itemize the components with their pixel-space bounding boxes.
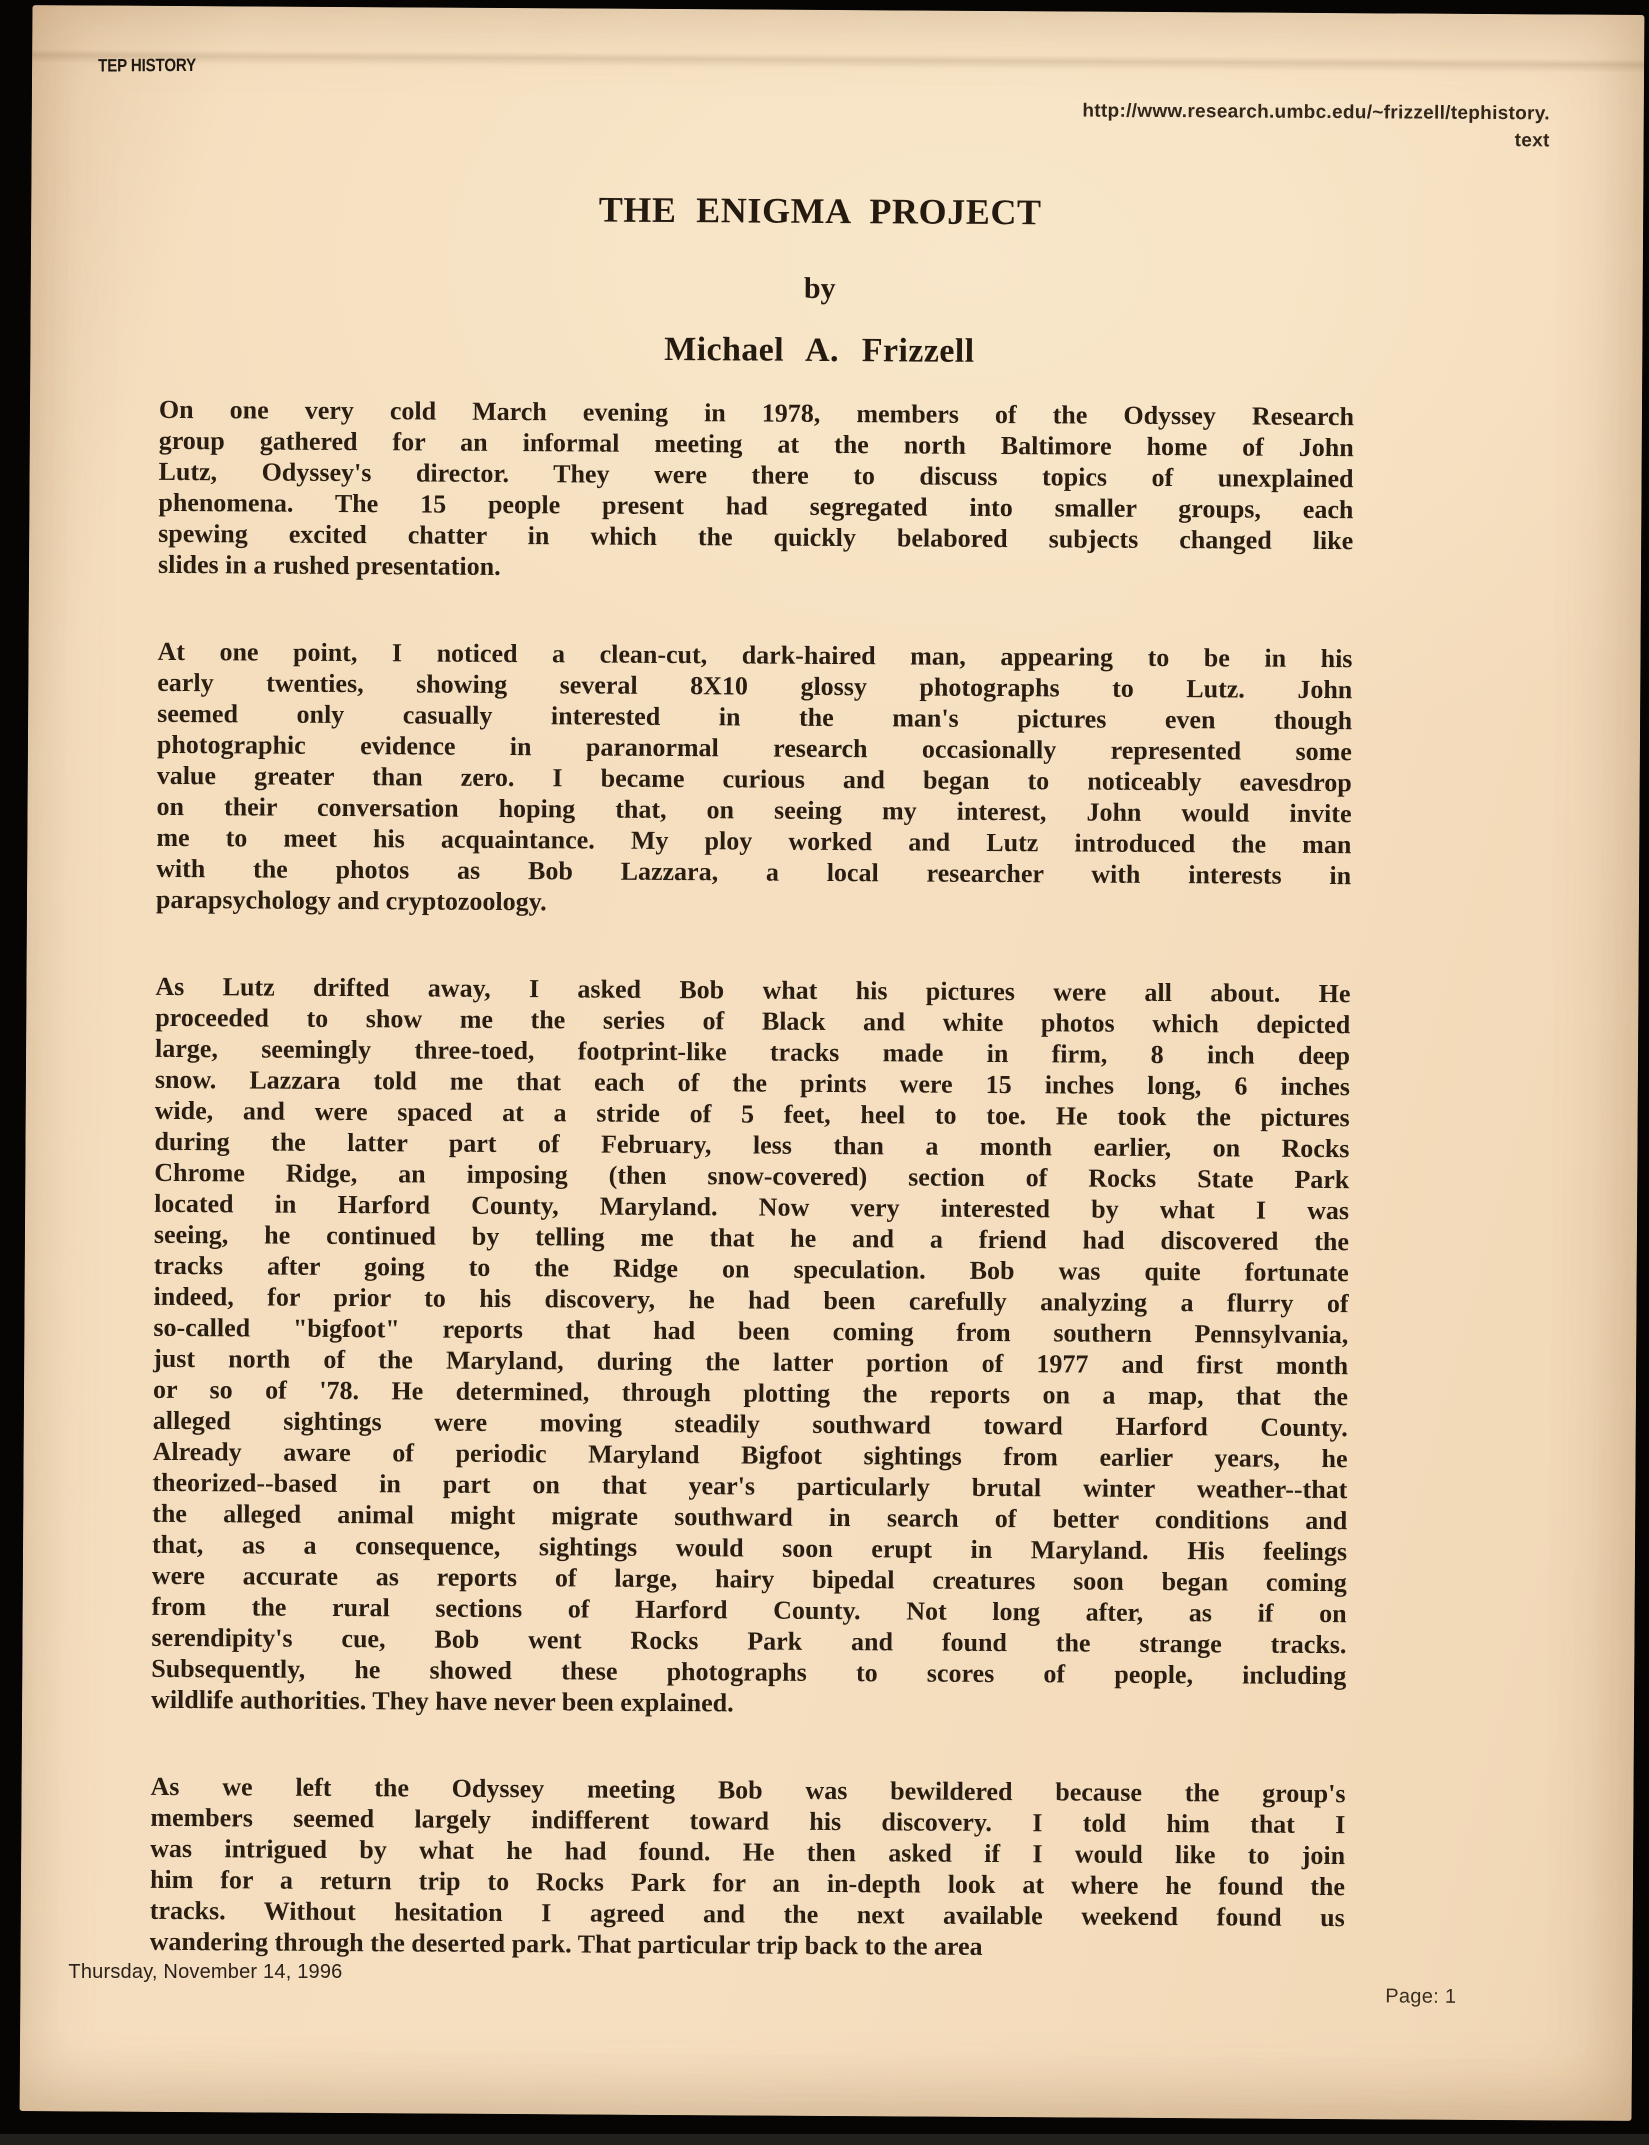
text-line: tracks after going to the Ridge on speculation. Bob was quite fortunate xyxy=(153,1250,1349,1288)
text-line: seemed only casually interested in the man's pictures even though xyxy=(157,698,1353,736)
text-line: parapsychology and cryptozoology. xyxy=(155,884,547,917)
text-line: on their conversation hoping that, on seeing my interest, John would invite xyxy=(156,791,1352,829)
footer-page-number: Page: 1 xyxy=(1385,1985,1457,2008)
document-title: THE ENIGMA PROJECT xyxy=(598,189,1042,233)
text-line: or so of '78. He determined, through plotting the reports on a map, that the xyxy=(152,1374,1349,1412)
document-body xyxy=(149,394,1354,2020)
text-line: photographic evidence in paranormal research occasionally represented some xyxy=(156,729,1353,767)
text-line: indeed, for prior to his discovery, he had been carefully analyzing a flurry of xyxy=(153,1281,1349,1319)
text-line: seeing, he continued by telling me that he and a friend had discovered the xyxy=(153,1219,1350,1257)
text-line: As we left the Odyssey meeting Bob was bewildered because the group's xyxy=(150,1771,1346,1809)
text-line: was intrigued by what he had found. He then asked if I would like to join xyxy=(150,1833,1346,1871)
text-line: On one very cold March evening in 1978, members of the Odyssey Research xyxy=(158,394,1355,432)
text-line: so-called "bigfoot" reports that had been coming from southern Pennsylvania, xyxy=(153,1312,1349,1350)
author-name: Michael A. Frizzell xyxy=(664,330,975,370)
text-line: during the latter part of February, less than a month earlier, on Rocks xyxy=(154,1126,1350,1164)
text-line: located in Harford County, Maryland. Now very interested by what I was xyxy=(154,1188,1350,1226)
text-line: Subsequently, he showed these photographs to scores of people, including xyxy=(151,1653,1347,1691)
text-line: just north of the Maryland, during the latter portion of 1977 and first month xyxy=(153,1343,1349,1381)
body-paragraph-1 xyxy=(158,394,1354,587)
text-line: Lutz, Odyssey's director. They were there to discuss topics of unexplained xyxy=(158,456,1354,494)
text-line: spewing excited chatter in which the quickly belabored subjects changed like xyxy=(158,518,1354,556)
text-line: were accurate as reports of large, hairy bipedal creatures soon began coming xyxy=(151,1560,1347,1598)
text-line: early twenties, showing several 8X10 glossy photographs to Lutz. John xyxy=(157,667,1353,705)
text-line: snow. Lazzara told me that each of the prints were 15 inches long, 6 inches xyxy=(154,1064,1350,1102)
text-line: Chrome Ridge, an imposing (then snow-covered) section of Rocks State Park xyxy=(154,1157,1350,1195)
text-line: him for a return trip to Rocks Park for an in-depth look at where he found the xyxy=(149,1864,1346,1902)
text-line: theorized--based in part on that year's particularly brutal winter weather--that xyxy=(152,1467,1348,1505)
byline: by xyxy=(803,271,836,306)
source-url-suffix: text xyxy=(1514,130,1550,152)
text-line: members seemed largely indifferent toward his discovery. I told him that I xyxy=(150,1802,1346,1840)
text-line: slides in a rushed presentation. xyxy=(157,549,501,581)
text-line: alleged sightings were moving steadily southward toward Harford County. xyxy=(152,1405,1348,1443)
text-line: wide, and were spaced at a stride of 5 feet, heel to toe. He took the pictures xyxy=(154,1095,1350,1133)
text-line: serendipity's cue, Bob went Rocks Park and found the strange tracks. xyxy=(151,1622,1347,1660)
text-line: that, as a consequence, sightings would soon erupt in Maryland. His feelings xyxy=(151,1529,1348,1567)
text-line: proceeded to show me the series of Black and white photos which depicted xyxy=(155,1002,1351,1040)
text-line: large, seemingly three-toed, footprint-like tracks made in firm, 8 inch deep xyxy=(154,1033,1351,1071)
scanner-bed-edge xyxy=(0,2134,1649,2145)
text-line: with the photos as Bob Lazzara, a local researcher with interests in xyxy=(156,853,1352,891)
body-paragraph-4 xyxy=(150,1771,1346,1964)
scanned-paper-page xyxy=(20,5,1645,2121)
text-line: me to meet his acquaintance. My ploy worked and Lutz introduced the man xyxy=(156,822,1352,860)
footer-date: Thursday, November 14, 1996 xyxy=(68,1961,343,1984)
body-paragraph-3 xyxy=(151,971,1351,1722)
text-line: value greater than zero. I became curious and began to noticeably eavesdrop xyxy=(156,760,1352,798)
body-paragraph-2 xyxy=(156,636,1353,922)
text-line: As Lutz drifted away, I asked Bob what his pictures were all about. He xyxy=(155,971,1351,1009)
text-line: group gathered for an informal meeting at the north Baltimore home of John xyxy=(158,425,1354,463)
text-line: Already aware of periodic Maryland Bigfoot sightings from earlier years, he xyxy=(152,1436,1348,1474)
text-line: phenomena. The 15 people present had segregated into smaller groups, each xyxy=(158,487,1354,525)
text-line: At one point, I noticed a clean-cut, dark-haired man, appearing to be in his xyxy=(157,636,1353,674)
source-url: http://www.research.umbc.edu/~frizzell/tephistory. xyxy=(1082,100,1550,125)
text-line: tracks. Without hesitation I agreed and the next available weekend found us xyxy=(149,1895,1345,1933)
document-header-label: TEP HISTORY xyxy=(98,54,197,76)
text-line: the alleged animal might migrate southward in search of better conditions and xyxy=(152,1498,1348,1536)
text-line: wandering through the deserted park. That particular trip back to the area xyxy=(149,1926,983,1961)
source-url-block xyxy=(1082,98,1550,155)
text-line: wildlife authorities. They have never been explained. xyxy=(151,1684,734,1718)
text-line: from the rural sections of Harford County. Not long after, as if on xyxy=(151,1591,1347,1629)
